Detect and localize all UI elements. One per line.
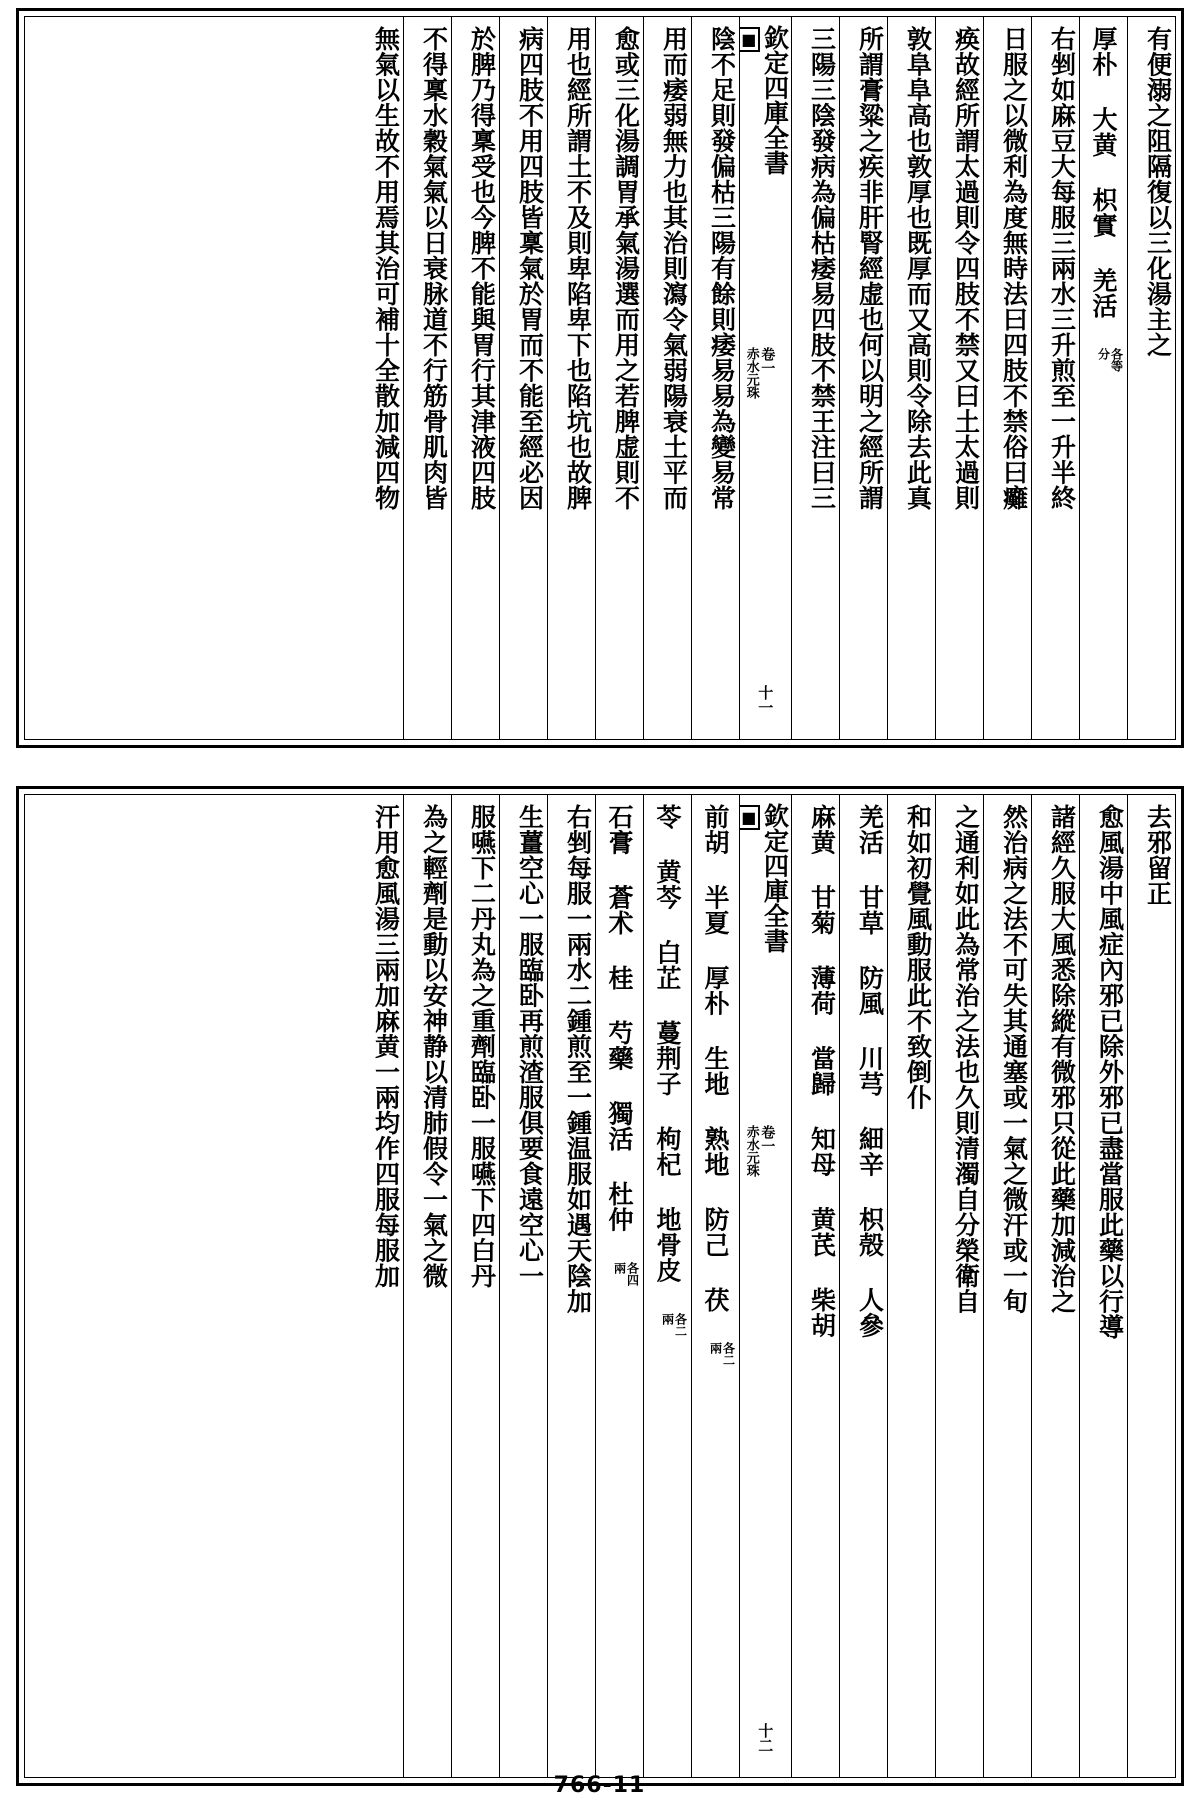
banner-volume: 卷一 [759,347,776,375]
text-column: 愈風湯中風症內邪已除外邪已盡當服此藥以行導 [1079,795,1127,1777]
page-footer-label: 766-11 [553,1773,646,1798]
text-column: 陰不足則發偏枯三陽有餘則痿易易為變易常 [691,17,739,739]
text-block-top [16,8,1184,748]
text-column: 諸經久服大風悉除縱有微邪只從此藥加減治之 [1031,795,1079,1777]
text-column [1079,17,1127,739]
text-column: 和如初覺風動服此不致倒仆 [887,795,935,1777]
text-column: 之通利如此為常治之法也久則清濁自分榮衛自 [935,795,983,1777]
banner-seal: ■ [739,27,761,52]
text-column: 日服之以微利為度無時法曰四肢不禁俗曰癱 [983,17,1031,739]
text-column: 用而痿弱無力也其治則瀉令氣弱陽衰土平而 [643,17,691,739]
banner-series: 赤水元珠 [743,1125,759,1177]
text-column: 為之輕劑是動以安神静以清肺假令一氣之微 [403,795,451,1777]
text-block-bottom-inner [24,794,1176,1778]
text-column: 於脾乃得稟受也今脾不能與胃行其津液四肢 [451,17,499,739]
banner-volume: 卷一 [759,1125,776,1153]
text-column-formula: 麻黄 甘菊 薄荷 當歸 知母 黄芪 柴胡 [791,795,839,1777]
text-column: 痪故經所謂太過則令四肢不禁又曰土太過則 [935,17,983,739]
text-block-top-inner [24,16,1176,740]
text-column: 生薑空心一服臨卧再煎渣服俱要食遠空心一 [499,795,547,1777]
text-column-formula [643,795,691,1777]
text-column-main: 石膏 蒼术 桂 芍藥 獨活 杜仲 [605,804,634,1232]
text-column: 有便溺之阻隔復以三化湯主之 [1127,17,1175,739]
text-column-formula: 羌活 甘草 防風 川芎 細辛 枳殻 人參 [839,795,887,1777]
inline-annotation: 各二 兩 [708,1342,736,1366]
banner-title: 欽定四庫全書 [760,803,790,953]
text-column: 服嚥下二丹丸為之重劑臨卧一服嚥下四白丹 [451,795,499,1777]
text-column-main: 苓 黄芩 白芷 蔓荆子 枸杞 地骨皮 [653,804,682,1283]
text-column: 然治病之法不可失其通塞或一氣之微汗或一旬 [983,795,1031,1777]
banner-page-number: 十二 [756,1723,775,1753]
text-column: 汗用愈風湯三兩加麻黄一兩均作四服每服加 [371,804,401,1289]
text-column: 所謂膏粱之疾非肝腎經虚也何以明之經所謂 [839,17,887,739]
inline-annotation: 各四 兩 [612,1261,640,1286]
inline-annotation: 各等 分 [1096,348,1124,372]
text-column: 三陽三陰發病為偏枯痿易四肢不禁王注曰三 [791,17,839,739]
text-column: 病四肢不用四肢皆稟氣於胃而不能至經必因 [499,17,547,739]
text-column-heading: 去邪留正 [1127,795,1175,1777]
inline-annotation: 各二 兩 [660,1312,688,1337]
banner-title: 欽定四庫全書 [760,25,790,175]
banner-series: 赤水元珠 [743,347,759,399]
text-column: 用也經所謂土不及則卑陷卑下也陷坑也故脾 [547,17,595,739]
text-column-formula [691,795,739,1777]
text-column: 右剉每服一兩水二鍾煎至一鍾温服如遇天陰加 [547,795,595,1777]
center-banner-top [739,17,791,739]
text-column: 無氣以生故不用焉其治可補十全散加減四物 [371,26,401,511]
center-banner-bottom [739,795,791,1777]
text-column: 敦阜阜高也敦厚也既厚而又高則令除去此真 [887,17,935,739]
text-column-main: 前胡 半夏 厚朴 生地 熟地 防己 茯 [701,804,730,1313]
text-column: 愈或三化湯調胃承氣湯選而用之若脾虚則不 [595,17,643,739]
text-column-formula [595,795,643,1777]
text-column: 不得稟水穀氣氣以日衰脉道不行筋骨肌肉皆 [403,17,451,739]
banner-seal: ■ [739,805,761,830]
banner-page-number: 十一 [756,685,775,715]
text-column-main: 厚朴 大黄 枳實 羌活 [1089,26,1118,319]
text-block-bottom [16,786,1184,1786]
text-column: 右剉如麻豆大每服三兩水三升煎至一升半終 [1031,17,1079,739]
